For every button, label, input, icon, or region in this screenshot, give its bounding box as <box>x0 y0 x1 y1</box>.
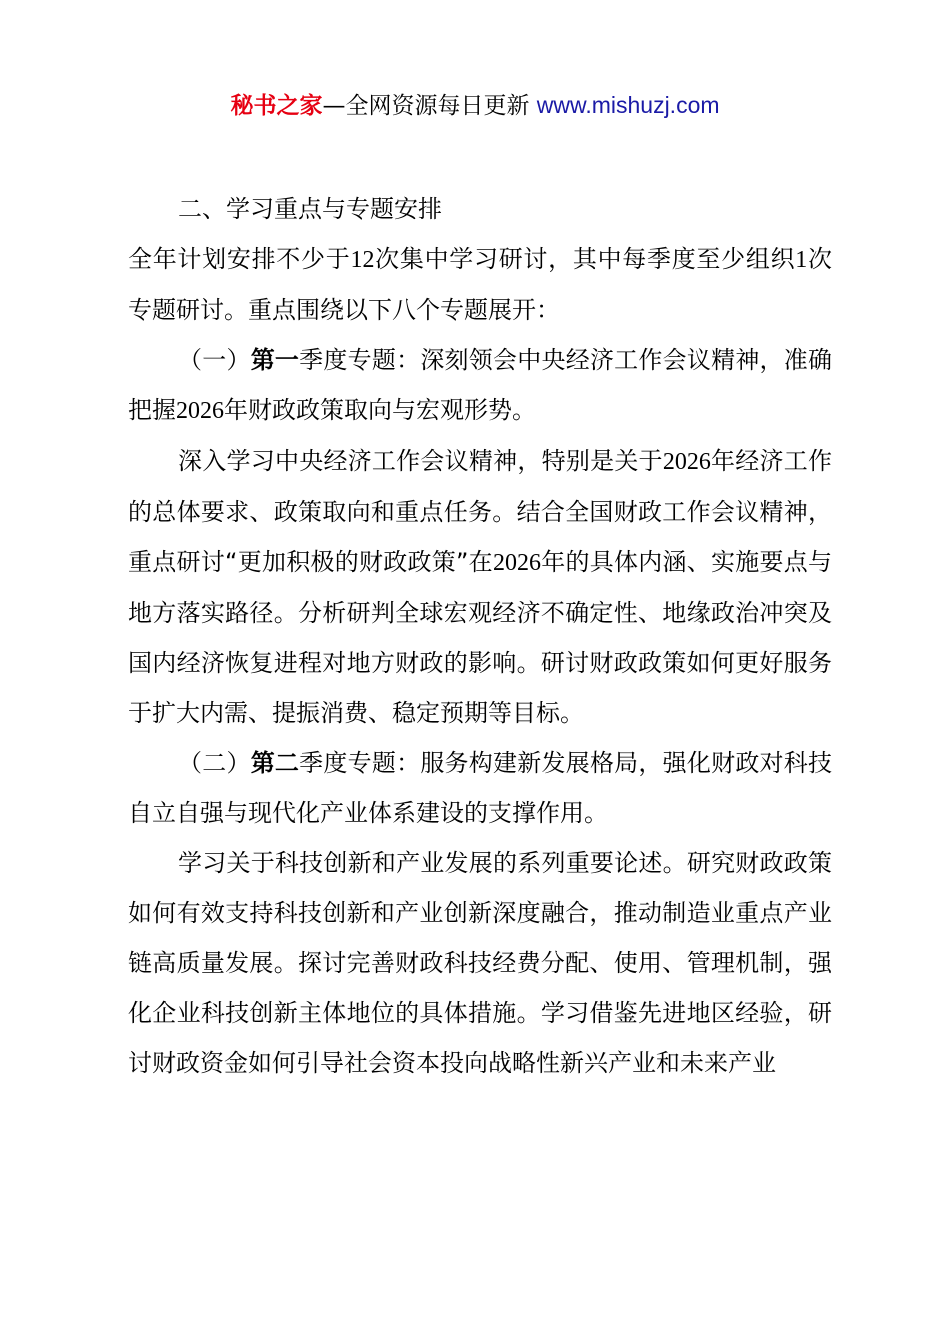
brand-name: 秘书之家 <box>230 93 323 119</box>
site-url-link[interactable]: www.mishuzj.com <box>536 92 720 118</box>
section-intro: 全年计划安排不少于12次集中学习研讨，其中每季度至少组织1次专题研讨。重点围绕以下八个专题展开： <box>128 245 833 324</box>
topic-1-body: 深入学习中央经济工作会议精神，特别是关于2026年经济工作的总体要求、政策取向和重点任务。结合全国财政工作会议精神，重点研讨“更加积极的财政政策”在2026年的具体内涵、实施要点与地方落实路径。分析研判全球宏观经济不确定性、地缘政治冲突及国内经济恢复进程对地方财政的影响。研讨财政政策如何更好服务于扩大内需、提振消费、稳定预期等目标。 <box>128 447 833 727</box>
header-tagline: —全网资源每日更新 <box>322 93 537 119</box>
document-body <box>128 184 832 1088</box>
section-heading: 二、学习重点与专题安排 <box>178 195 442 223</box>
topic-2-body: 学习关于科技创新和产业发展的系列重要论述。研究财政政策如何有效支持科技创新和产业创新深度融合，推动制造业重点产业链高质量发展。探讨完善财政科技经费分配、使用、管理机制，强化企业科技创新主体地位的具体措施。学习借鉴先进地区经验，研讨财政资金如何引导社会资本投向战略性新兴产业和未来产业 <box>128 849 832 1077</box>
topic-1-title: （一）第一季度专题：深刻领会中央经济工作会议精神，准确把握2026年财政政策取向与宏观形势。 <box>128 346 833 424</box>
topic-2-title: （二）第二季度专题：服务构建新发展格局，强化财政对科技自立自强与现代化产业体系建设的支撑作用。 <box>128 749 833 827</box>
site-header <box>0 88 950 123</box>
